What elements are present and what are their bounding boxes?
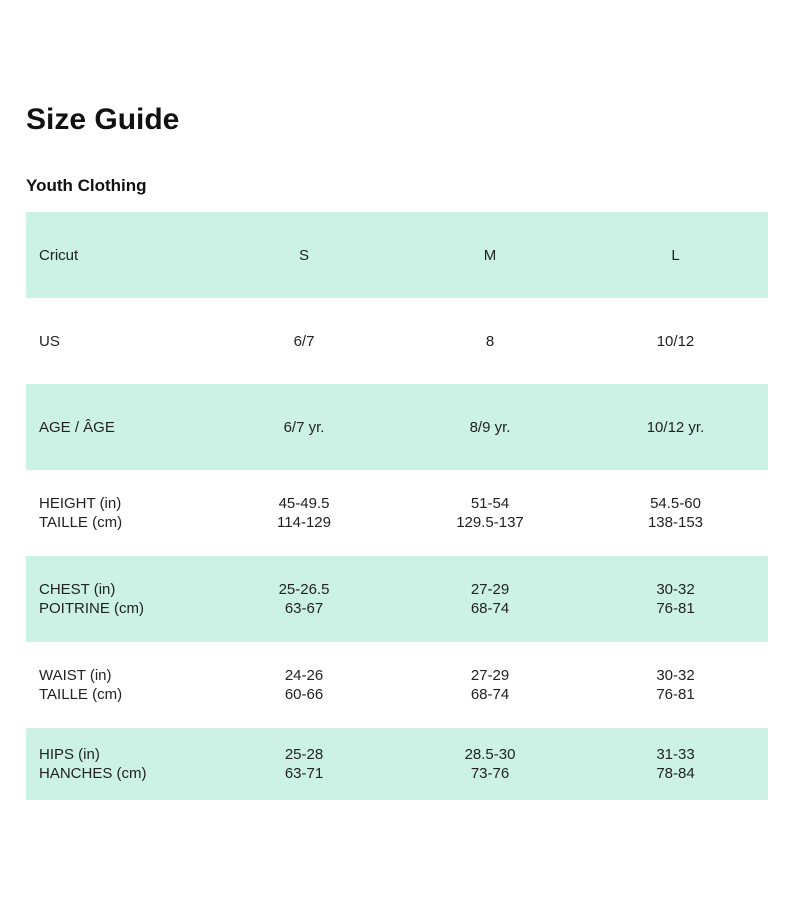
table-row-age — [26, 384, 768, 470]
cell-l — [583, 580, 768, 618]
row-label-primary: CHEST (in) — [39, 581, 116, 598]
row-label-primary: WAIST (in) — [39, 667, 112, 684]
cell-s — [211, 332, 397, 351]
cell-l — [583, 666, 768, 704]
table-row-chest — [26, 556, 768, 642]
value-secondary: 60-66 — [284, 686, 324, 703]
value-secondary: 138-153 — [647, 514, 704, 531]
cell-m — [397, 745, 583, 783]
value-primary: 8/9 yr. — [469, 418, 511, 436]
row-label — [26, 494, 211, 532]
value-primary: 24-26 — [284, 667, 324, 684]
cell-m — [397, 494, 583, 532]
value-primary: 30-32 — [656, 667, 695, 684]
value-primary: 28.5-30 — [464, 746, 516, 763]
cell-l — [583, 418, 768, 437]
cell-l — [583, 745, 768, 783]
cell-m — [397, 580, 583, 618]
value-secondary: 78-84 — [656, 765, 695, 782]
table-header-row — [26, 212, 768, 298]
header-size-s: S — [298, 246, 309, 264]
cell-m — [397, 332, 583, 351]
value-primary: 10/12 yr. — [646, 418, 705, 436]
row-label-secondary: TAILLE (cm) — [39, 514, 123, 531]
section-subtitle: Youth Clothing — [26, 176, 147, 195]
value-primary: 10/12 — [656, 332, 695, 350]
row-label-secondary: TAILLE (cm) — [39, 686, 123, 703]
value-secondary: 63-67 — [284, 600, 324, 617]
cell-s — [211, 580, 397, 618]
row-label-secondary: POITRINE (cm) — [39, 600, 144, 617]
row-label — [26, 745, 211, 783]
value-secondary: 76-81 — [656, 600, 695, 617]
row-label — [26, 666, 211, 704]
cell-s — [211, 494, 397, 532]
cell-s — [211, 418, 397, 437]
table-row-us — [26, 298, 768, 384]
row-label-secondary: HANCHES (cm) — [39, 765, 147, 782]
cell-m — [397, 418, 583, 437]
value-secondary: 114-129 — [277, 514, 331, 531]
value-secondary: 76-81 — [656, 686, 695, 703]
value-primary: 27-29 — [470, 581, 510, 598]
value-secondary: 129.5-137 — [456, 514, 524, 531]
value-secondary: 68-74 — [470, 600, 510, 617]
value-primary: 51-54 — [470, 495, 510, 512]
cell-s — [211, 666, 397, 704]
cell-l — [583, 332, 768, 351]
value-primary: 31-33 — [656, 746, 695, 763]
row-label-primary: AGE / ÂGE — [39, 418, 115, 436]
table-row-hips — [26, 728, 768, 800]
value-secondary: 73-76 — [470, 765, 510, 782]
row-label — [26, 418, 211, 437]
value-primary: 27-29 — [470, 667, 510, 684]
value-primary: 6/7 — [293, 332, 315, 350]
value-primary: 30-32 — [656, 581, 695, 598]
value-primary: 25-28 — [284, 746, 324, 763]
cell-l — [583, 494, 768, 532]
row-label-primary: HEIGHT (in) — [39, 495, 122, 512]
table-row-waist — [26, 642, 768, 728]
value-primary: 6/7 yr. — [283, 418, 325, 436]
size-table — [26, 212, 768, 800]
header-size-l: L — [671, 246, 680, 264]
header-label: Cricut — [39, 246, 79, 264]
row-label — [26, 332, 211, 351]
table-row-height — [26, 470, 768, 556]
value-secondary: 68-74 — [470, 686, 510, 703]
row-label-primary: US — [39, 332, 60, 350]
cell-s — [211, 745, 397, 783]
header-size-m: M — [483, 246, 497, 264]
value-primary: 8 — [485, 332, 495, 350]
row-label-primary: HIPS (in) — [39, 746, 100, 763]
row-label — [26, 580, 211, 618]
value-primary: 54.5-60 — [650, 495, 701, 512]
value-primary: 25-26.5 — [278, 581, 330, 598]
value-secondary: 63-71 — [284, 765, 324, 782]
value-primary: 45-49.5 — [278, 495, 330, 512]
cell-m — [397, 666, 583, 704]
page-title: Size Guide — [26, 103, 180, 136]
